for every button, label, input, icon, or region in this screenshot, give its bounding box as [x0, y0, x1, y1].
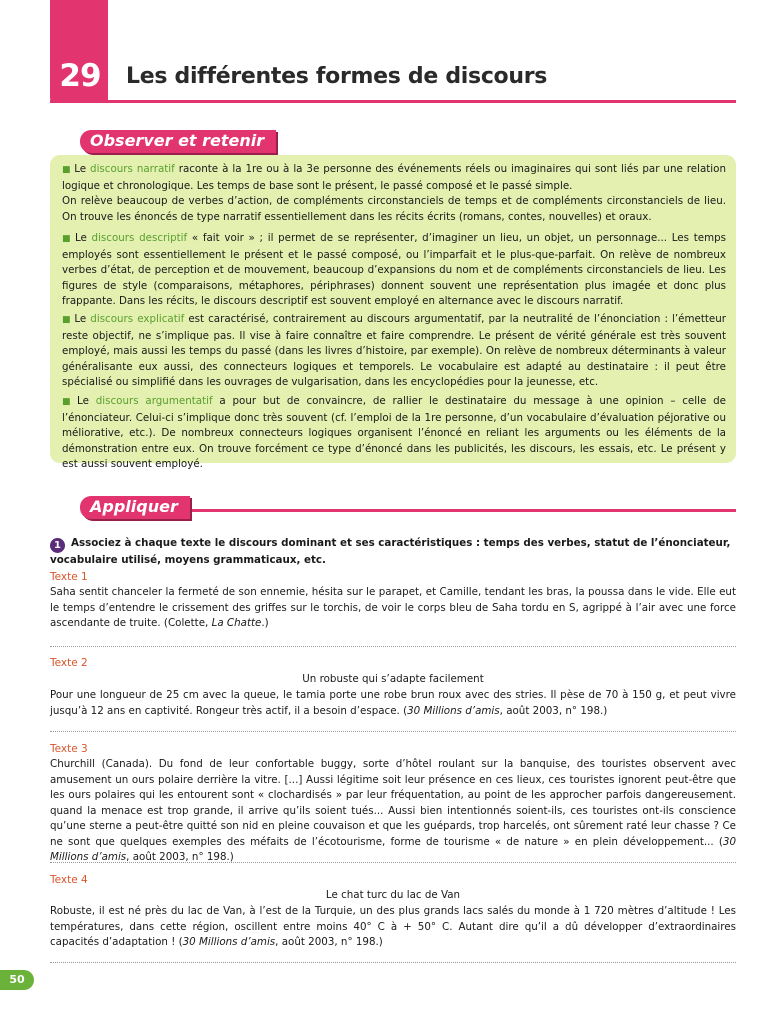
- texte-tail: , août 2003, n° 198.): [126, 851, 234, 863]
- texte-tail: , août 2003, n° 198.): [499, 704, 608, 717]
- appliquer-rule: [175, 509, 736, 512]
- texte-4-body: [50, 904, 736, 951]
- retenir-explicatif: [62, 312, 726, 391]
- term-narratif: discours narratif: [90, 163, 175, 175]
- texte-2-subtitle: Un robuste qui s’adapte facilement: [302, 673, 484, 685]
- texte-4-subtitle: Le chat turc du lac de Van: [325, 889, 461, 901]
- bullet-icon: ■: [62, 315, 72, 325]
- divider: [50, 646, 736, 647]
- texte-2-body: [50, 688, 736, 719]
- texte-source: La Chatte: [211, 617, 262, 629]
- texte-source: 30 Millions d’amis: [407, 704, 500, 717]
- texte-body-text: Robuste, il est né près du lac de Van, à l’est de la Turquie, un des plus grands lacs salés du monde à 1 720 mètres d’altitude ! Les températures, dans cette région, oscillent entre moins 40° C à + 50° C. Autant dire qu’il a dû développer d’extraordinaires capacités d’adaptation ! (: [50, 905, 736, 948]
- title-rule: [50, 100, 736, 103]
- lead-text: Le: [74, 232, 92, 244]
- narratif-line2: On relève beaucoup de verbes d’action, de compléments circonstanciels de temps et de compléments circonstanciels de lieu. On trouve les énoncés de type narratif essentiellement dans les récits écrits (romans, contes, nouvelles) et oraux.: [62, 195, 726, 223]
- divider: [50, 962, 736, 963]
- term-explicatif: discours explicatif: [90, 313, 185, 325]
- term-argumentatif: discours argumentatif: [95, 395, 213, 407]
- narratif-text: raconte à la 1re ou à la 3e personne des événements réels ou imaginaires qui sont liés par une relation logique et chronologique. Les temps de base sont le présent, le passé composé et le passé simple.: [62, 163, 726, 192]
- divider: [50, 731, 736, 732]
- chapter-title: Les différentes formes de discours: [126, 64, 548, 89]
- retenir-argumentatif: [62, 394, 726, 473]
- retenir-narratif: [62, 162, 726, 225]
- texte-tail: .): [261, 617, 269, 629]
- page-number: 50: [0, 970, 34, 990]
- section-observer-banner: Observer et retenir: [80, 130, 276, 153]
- section-appliquer-banner: Appliquer: [80, 496, 190, 519]
- lead-text: Le: [74, 313, 91, 325]
- texte-1-label: Texte 1: [50, 571, 88, 583]
- argumentatif-text: a pour but de convaincre, de rallier le destinataire du message à une opinion – celle de l’énonciateur. Celui-ci s’implique donc très souvent (cf. l’emploi de la 1re personne, d’un vocabulaire d’évaluation péjorative ou méliorative, etc.). De nombreux connecteurs logiques organisent l’énoncé en reliant les arguments ou les éléments de la démonstration entre eux. On trouve forcément ce type d’énoncé dans les publicités, les discours, les essais, etc. Le présent y est aussi souvent employé.: [62, 395, 726, 470]
- chapter-number: 29: [59, 58, 101, 94]
- bullet-icon: ■: [62, 397, 75, 407]
- texte-source: 30 Millions d’amis: [182, 936, 276, 948]
- lead-text: Le: [74, 163, 91, 175]
- texte-3-label: Texte 3: [50, 743, 88, 755]
- texte-source: 30 Millions d’amis: [50, 835, 736, 863]
- exercise-number-badge: 1: [50, 538, 65, 553]
- texte-body-text: Pour une longueur de 25 cm avec la queue, le tamia porte une robe brun roux avec des stries. Il pèse de 70 à 150 g, et peut vivre jusqu’à 12 ans en captivité. Rongeur très actif, il a besoin d’espace. (: [50, 689, 736, 717]
- instruction-text: Associez à chaque texte le discours dominant et ses caractéristiques : temps des verbes, statut de l’énonciateur, vocabulaire utilisé, moyens grammaticaux, etc.: [50, 537, 731, 566]
- descriptif-text: « fait voir » ; il permet de se représenter, d’imaginer un lieu, un objet, un personnage... Les temps employés sont essentiellement le présent et le passé composé, ou l’imparfait et le plus-que-parfait. On relève de nombreux verbes d’état, de perception et de mouvement, beaucoup d’expansions du nom et de compléments circonstanciels de lieu. Les figures de style (comparaisons, métaphores, périphrases) donnent souvent une représentation plus imagée et donc plus frappante. Dans les récits, le discours descriptif est souvent employé en alternance avec le discours narratif.: [62, 232, 726, 307]
- explicatif-text: est caractérisé, contrairement au discours argumentatif, par la neutralité de l’énonciation : l’émetteur reste objectif, ne s’implique pas. Il vise à faire connaître et faire comprendre. Le présent de vérité générale est très souvent employé, mais aussi les temps du passé (dans les livres d’histoire, par exemple). On relève de nombreux déterminants à valeur généralisante eux aussi, des connecteurs logiques et temporels. Le vocabulaire est adapté au destinataire : il peut être spécialisé ou simplifié dans les ouvrages de vulgarisation, dans les encyclopédies pour la jeunesse, etc.: [62, 313, 726, 388]
- texte-tail: , août 2003, n° 198.): [275, 936, 383, 948]
- term-descriptif: discours descriptif: [91, 232, 188, 244]
- texte-3-body: [50, 757, 736, 866]
- texte-body-text: Churchill (Canada). Du fond de leur confortable buggy, sorte d’hôtel roulant sur la banquise, des touristes observent avec amusement un ours polaire derrière la vitre. [...] Aussi légitime soit leur présence en ces lieux, ces touristes ignorent peut-être que les ours polaires qui les entourent sont « clochardisés » par leur fréquentation, au point de les approcher parfois dangereusement. quand la menace est trop grande, il arrive qu’ils soient tués... Aussi bien intentionnés soient-ils, ces touristes ont-ils conscience qu’une sterne a peut-être quitté son nid en pleine couvaison et que les guépards, trop harcelés, ont sûrement raté leur chasse ? Ce ne sont que quelques exemples des méfaits de l’écotourisme, forme de tourisme « de nature » en plein développement... (: [50, 758, 736, 848]
- bullet-icon: ■: [62, 165, 72, 175]
- texte-body-text: Saha sentit chanceler la fermeté de son ennemie, hésita sur le parapet, et Camille, tendant les bras, la poussa dans le vide. Elle eut le temps d’entendre le crissement des griffes sur le torchis, de voir le corps bleu de Saha tordu en S, agrippé à l’air avec une force ascendante de truite. (Colette,: [50, 586, 736, 629]
- exercise-instruction: [50, 536, 740, 569]
- retenir-descriptif: [62, 231, 726, 310]
- bullet-icon: ■: [62, 234, 72, 244]
- texte-4-label: Texte 4: [50, 874, 88, 886]
- divider: [50, 862, 736, 863]
- texte-1-body: [50, 585, 736, 632]
- texte-2-label: Texte 2: [50, 657, 88, 669]
- lead-text: Le: [77, 395, 96, 407]
